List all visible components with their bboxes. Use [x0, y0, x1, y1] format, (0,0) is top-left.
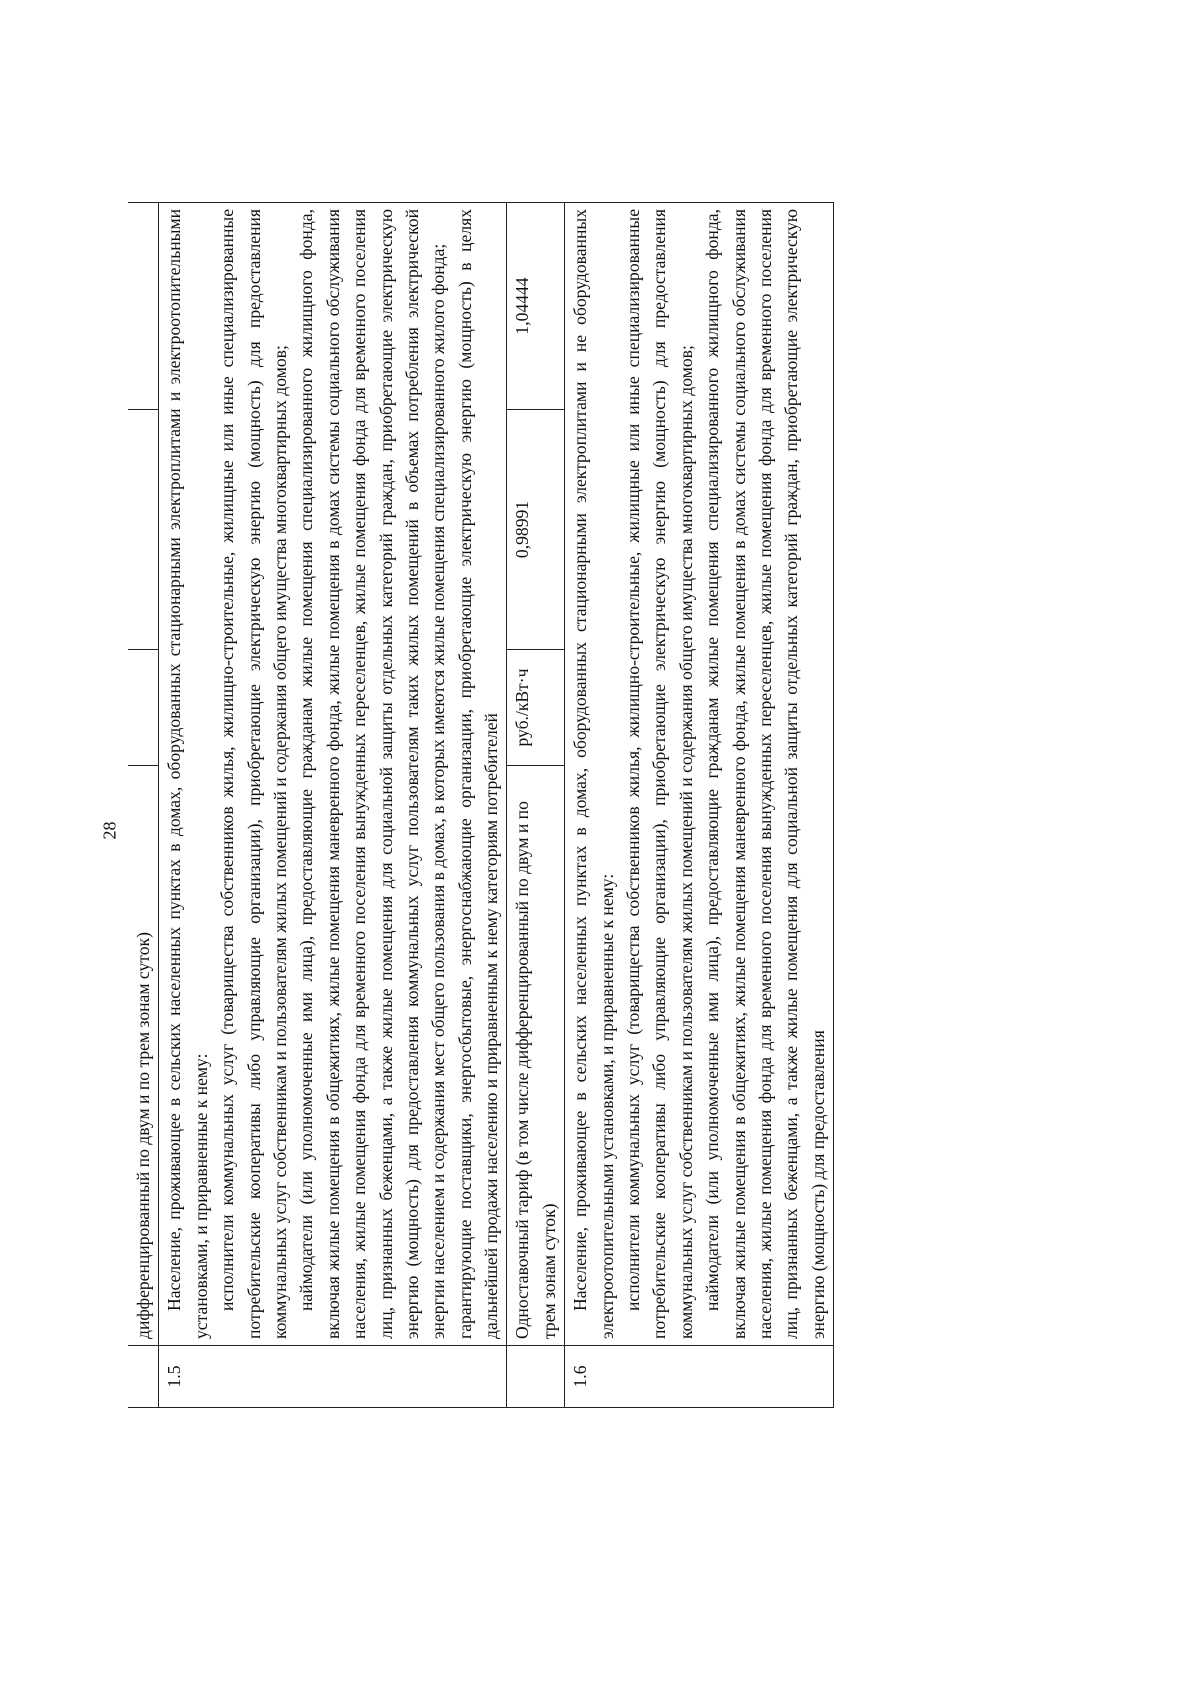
table-row-1-5 [159, 203, 507, 1408]
table-row-single-rate [507, 203, 565, 1408]
num-cell [507, 1346, 565, 1408]
paragraph: Население, проживающее в сельских населенных пунктах в домах, оборудованных стационарными электроплитами и не оборудованных электроотопительными установками, и приравненные к нему: [570, 209, 617, 1339]
paragraph: наймодатели (или уполномоченные ими лица), предоставляющие гражданам жилые помещения специализированного жилищного фонда, включая жилые помещения в общежитиях, жилые помещения маневренного фонда, жилые помещения в домах системы социального обслуживания населения, жилые помещения фонда для временного поселения вынужденных переселенцев, жилые помещения фонда для временного поселения лиц, признанных беженцами, а также жилые помещения для социальной защиты отдельных категорий граждан, приобретающие электрическую энергию (мощность) для предоставления [702, 209, 828, 1339]
tariff-unit: руб./кВт·ч [507, 650, 565, 766]
tariff-value-1: 0,98991 [507, 410, 565, 650]
name-cell: дифференцированный по двум и по трем зонам суток) [128, 766, 159, 1346]
paragraph: исполнители коммунальных услуг (товарищества собственников жилья, жилищно-строительные, жилищные или иные специализированные потребительские кооперативы либо управляющие организации), приобретающие электрическую энергию (мощность) для предоставления коммунальных услуг собственникам и пользователям жилых помещений и содержания общего имущества многоквартирных домов; [623, 209, 696, 1339]
tariff-value-2: 1,04444 [507, 203, 565, 410]
tariff-label: Одноставочный тариф (в том числе дифференцированный по двум и по трем зонам суток) [507, 766, 565, 1346]
paragraph: исполнители коммунальных услуг (товарищества собственников жилья, жилищно-строительные, жилищные или иные специализированные потребительские кооперативы либо управляющие организации), приобретающие электрическую энергию (мощность) для предоставления коммунальных услуг собственникам и пользователям жилых помещений и содержания общего имущества многоквартирных домов; [217, 209, 290, 1339]
table-row-continuation [128, 203, 159, 1408]
page-number: 28 [99, 821, 120, 840]
tariff-table [128, 202, 834, 1408]
consumer-description [565, 203, 834, 1346]
value-cell-1 [128, 410, 159, 650]
table-row-1-6 [565, 203, 834, 1408]
row-number: 1.5 [159, 1346, 507, 1408]
unit-cell [128, 650, 159, 766]
paragraph: наймодатели (или уполномоченные ими лица), предоставляющие гражданам жилые помещения специализированного жилищного фонда, включая жилые помещения в общежитиях, жилые помещения маневренного фонда, жилые помещения в домах системы социального обслуживания населения, жилые помещения фонда для временного поселения вынужденных переселенцев, жилые помещения фонда для временного поселения лиц, признанных беженцами, а также жилые помещения для социальной защиты отдельных категорий граждан, приобретающие электрическую энергию (мощность) для предоставления коммунальных услуг пользователям таких жилых помещений в объемах потребления электрической энергии населением и содержания мест общего пользования в домах, в которых имеются жилые помещения специализированного жилого фонда; [296, 209, 449, 1339]
paragraph: гарантирующие поставщики, энергосбытовые, энергоснабжающие организации, приобретающие электрическую энергию (мощность) в целях дальнейшей продажи населению и приравненным к нему категориям потребителей [454, 209, 502, 1339]
row-number: 1.6 [565, 1346, 834, 1408]
consumer-description [159, 203, 507, 1346]
value-cell-2 [128, 203, 159, 410]
num-cell [128, 1346, 159, 1408]
rotated-table-sheet [128, 203, 1138, 1408]
paragraph: Население, проживающее в сельских населенных пунктах в домах, оборудованных стационарными электроплитами и электроотопительными установками, и приравненные к нему: [164, 209, 211, 1339]
